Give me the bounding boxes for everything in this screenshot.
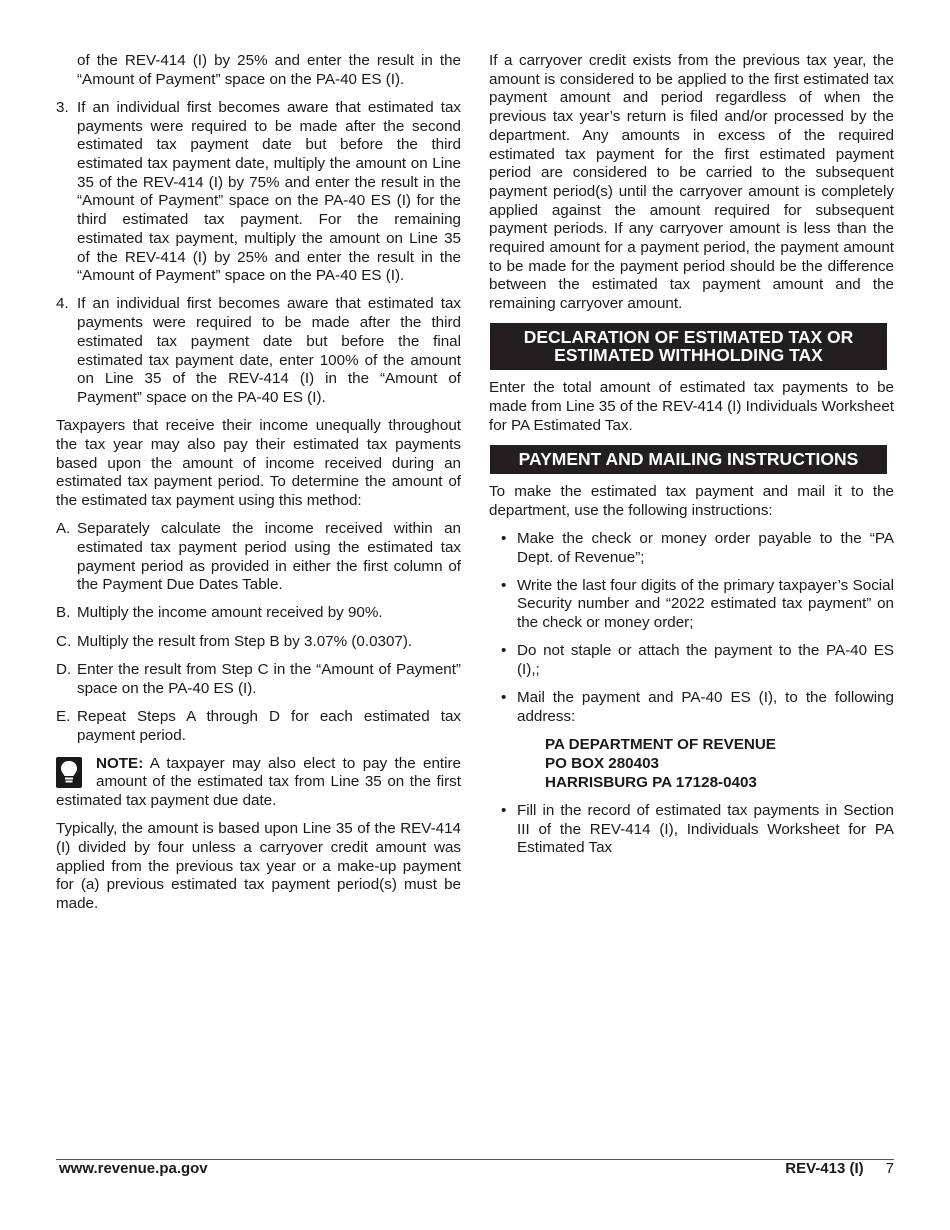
declaration-paragraph: Enter the total amount of estimated tax payments to be made from Line 35 of the REV-414 (I) Individuals Worksheet for PA Estimated Tax.: [489, 379, 894, 434]
declaration-heading-line1: DECLARATION OF ESTIMATED TAX OR: [523, 327, 854, 348]
list-item: • Do not staple or attach the payment to the PA-40 ES (I),;: [501, 642, 894, 679]
step-marker: D.: [56, 660, 72, 678]
page-number: 7: [885, 1160, 894, 1177]
bullet-icon: •: [501, 642, 507, 660]
typical-amount-paragraph: Typically, the amount is based upon Line 35 of the REV-414 (I) divided by four unless a carryover credit amount was applied from the previous tax year or a make-up payment for (a) previous estimated tax payment period(s) must be made.: [56, 820, 461, 913]
mailing-address: [489, 736, 894, 792]
address-line: PA DEPARTMENT OF REVENUE: [545, 736, 776, 754]
bullet-icon: •: [501, 529, 507, 547]
note-label: NOTE:: [96, 754, 144, 772]
step-text: Enter the result from Step C in the “Amount of Payment” space on the PA-40 ES (I).: [77, 660, 461, 697]
step-text: Multiply the result from Step B by 3.07% (0.0307).: [77, 632, 413, 650]
list-item: • Fill in the record of estimated tax payments in Section III of the REV-414 (I), Individuals Worksheet for PA Estimated Tax: [501, 801, 894, 857]
address-line: HARRISBURG PA 17128-0403: [545, 773, 757, 791]
address-line: PO BOX 280403: [545, 754, 659, 772]
bullet-icon: •: [501, 576, 507, 594]
numbered-item-3: [56, 99, 461, 286]
step-a: [56, 520, 461, 595]
note-block: [56, 755, 461, 811]
item-marker: 4.: [56, 295, 69, 313]
list-item: • Write the last four digits of the primary taxpayer’s Social Security number and “2022 estimated tax payment” on the check or money order;: [501, 576, 894, 632]
carryover-paragraph: If a carryover credit exists from the previous tax year, the amount is considered to be applied to the first estimated tax payment amount and period regardless of when the previous tax year’s return is filed and/or processed by the department. Any amounts in excess of the required estimated tax payment for the first estimated payment period are considered to be carried to the subsequent payment period(s) until the carryover amount is completely applied against the amount required for subsequent payment periods. If any carryover amount is less than the required amount for a payment period, the payment amount to be made for the payment period should be the difference between the estimated tax payment amount and the remaining carryover amount.: [489, 52, 894, 313]
step-marker: C.: [56, 632, 72, 650]
step-text: Multiply the income amount received by 90%.: [77, 604, 383, 622]
step-text: Separately calculate the income received within an estimated tax payment period using the estimated tax payment period as provided in either the first column of the Payment Due Dates Table.: [77, 520, 461, 594]
note-text: A taxpayer may also elect to pay the entire amount of the estimated tax from Line 35 on the first estimated tax payment due date.: [56, 754, 461, 810]
numbered-item-4: [56, 295, 461, 407]
right-column: [489, 52, 894, 867]
item-text: If an individual first becomes aware that estimated tax payments were required to be made after the second estimated tax payment date but before the third estimated tax payment date, multiply the amount on Line 35 of the REV-414 (I) by 75% and enter the result in the “Amount of Payment” space on the PA-40 ES (I) for the third estimated tax payment. For the remaining estimated tax payment, multiply the amount on Line 35 of the REV-414 (I) by 25% and enter the result in the “Amount of Payment” space on the PA-40 ES (I).: [77, 98, 461, 285]
footer-page-info: [785, 1160, 894, 1179]
payment-intro: To make the estimated tax payment and mail it to the department, use the following instructions:: [489, 482, 894, 519]
bullet-icon: •: [501, 689, 507, 707]
step-marker: E.: [56, 707, 71, 725]
left-column: [56, 52, 461, 923]
declaration-heading-line2: ESTIMATED WITHHOLDING TAX: [554, 345, 823, 366]
unequal-income-paragraph: Taxpayers that receive their income unequally throughout the tax year may also pay their estimated tax payments based upon the amount of income received during an estimated tax payment period. To determine the amount of the estimated tax payment using this method:: [56, 417, 461, 509]
item-2-continuation: of the REV-414 (I) by 25% and enter the result in the “Amount of Payment” space on the PA-40 ES (I).: [77, 52, 461, 88]
footer-website: www.revenue.pa.gov: [59, 1160, 208, 1177]
item-marker: 3.: [56, 98, 69, 116]
lightbulb-icon: [56, 757, 82, 788]
step-b: [56, 604, 461, 623]
form-id: REV-413 (I): [785, 1160, 864, 1177]
payment-heading: PAYMENT AND MAILING INSTRUCTIONS: [490, 445, 887, 474]
list-item: • Make the check or money order payable to the “PA Dept. of Revenue”;: [501, 529, 894, 566]
list-item: • Mail the payment and PA-40 ES (I), to the following address:: [501, 689, 894, 725]
bullet-icon: •: [501, 801, 507, 819]
step-c: [56, 633, 461, 652]
step-e: [56, 708, 461, 745]
step-d: [56, 661, 461, 698]
declaration-heading: [490, 323, 887, 370]
item-text: If an individual first becomes aware that estimated tax payments were required to be made after the third estimated tax payment date but before the final estimated tax payment date, enter 100% of the amount on Line 35 of the REV-414 (I) in the “Amount of Payment” space on the PA-40 ES (I).: [77, 295, 461, 406]
step-text: Repeat Steps A through D for each estimated tax payment period.: [77, 707, 461, 744]
step-marker: B.: [56, 604, 71, 622]
step-marker: A.: [56, 520, 71, 538]
